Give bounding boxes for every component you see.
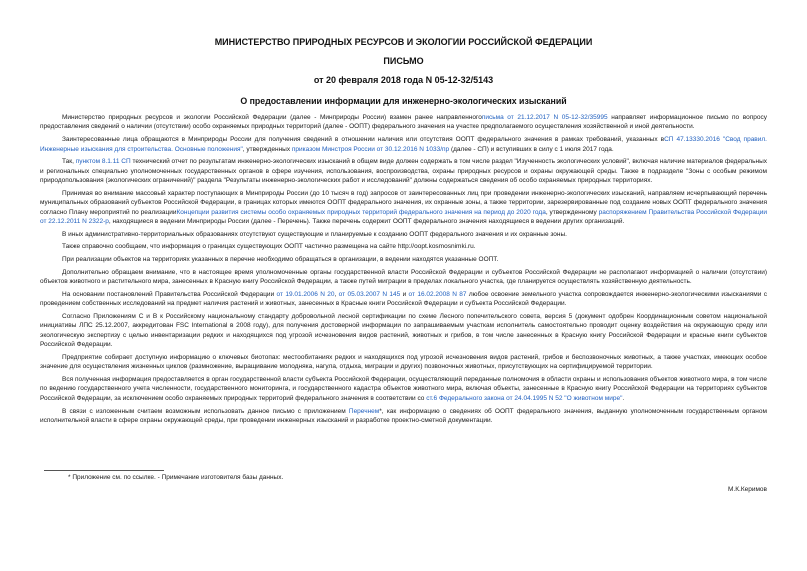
paragraph (40, 242, 767, 251)
paragraph-text: Дополнительно обращаем внимание, что в настоящее время уполномоченные органы государственной власти Российской Федерации и субъектов Российской Федерации не располагают информацией о наличии (отсутствии) объектов животного и растительного мира, занесенных в Красную книгу Российской Федерации, а также путей миграции в пределах локального участка, где планируется осуществлять хозяйственную деятельность. (40, 268, 767, 286)
paragraph (40, 157, 767, 185)
document-type: ПИСЬМО (383, 56, 424, 66)
paragraph (40, 255, 767, 264)
paragraph-text: (далее - СП) и вступивших в силу с 1 июля 2017 года. (449, 145, 614, 153)
document-link[interactable]: распоряжением Правительства Российской Федерации от 22.12.2011 N 2322-р (40, 208, 767, 225)
paragraph (40, 407, 767, 426)
paragraph (40, 353, 767, 372)
footnote: * Приложение см. по ссылке. - Примечание изготовителя базы данных. (68, 474, 284, 481)
footnote-divider (44, 470, 164, 471)
paragraph-text: , утвержденному (545, 208, 599, 216)
paragraph (40, 268, 767, 287)
paragraph (40, 290, 767, 309)
paragraph-text: , утвержденных (242, 145, 292, 153)
paragraph (40, 113, 767, 132)
paragraph-text: На основании постановлений Правительства Российской Федерации (62, 290, 277, 298)
paragraph-text: Заинтересованные лица обращаются в Минприроды России для получения сведений в отношении наличия или отсутствия ООПТ федерального значения в рамках требований, указанных в (62, 136, 665, 144)
document-subject: О предоставлении информации для инженерно-экологических изысканий (240, 96, 567, 106)
paragraph-text: технический отчет по результатам инженерно-экологических изысканий в общем виде должен содержать в том числе раздел "Изученность экологических условий", включая наличие материалов федеральных и региональных специально уполномоченных государственных органов в сфере изучения, использования, воспроизводства, охраны природных ресурсов и охраны окружающей среды. Также в подразделе "Зоны с особым режимом природопользования (экологических ограничений)" раздела "Результаты инженерно-экологических работ и исследований" должны содержаться сведения об особо охраняемых природных территориях. (40, 158, 767, 185)
paragraph-text: любое освоение земельного участка сопровождается инженерно-экологическими изысканиями с проведением собственных исследований на предмет наличия растений и животных, занесенных в Красные книги Российской Федерации и субъекта Российской Федерации. (40, 290, 767, 308)
ministry-name: МИНИСТЕРСТВО ПРИРОДНЫХ РЕСУРСОВ И ЭКОЛОГИИ РОССИЙСКОЙ ФЕДЕРАЦИИ (214, 37, 593, 47)
paragraph-text: , (334, 290, 339, 298)
paragraph-text: При реализации объектов на территориях указанных в перечне необходимо обращаться в организации, в ведении находятся указанные ООПТ. (62, 256, 499, 264)
paragraph-text: и (400, 290, 409, 298)
paragraph-text: Принимая во внимание массовый характер поступающих в Минприроды России (до 10 тысяч в год) запросов от заинтересованных лиц при проведении инженерно-экологических изысканий, направляем исчерпывающий перечень муниципальных образований субъектов Российской Федерации, в границах которых имеются ООПТ федерального значения, их охранные зоны, а также территории, зарезервированные под создание новых ООПТ федерального значения согласно Плану мероприятий по реализации (40, 189, 767, 216)
paragraph-text: Вся полученная информация предоставляется в орган государственной власти субъекта Российской Федерации, осуществляющий переданные полномочия в области охраны и использования объектов животного мира, в том числе по ведению государственного учета численности, государственного мониторинга, и государственного кадастра объектов животного мира, включая объекты, занесенные в Красную книгу Российской Федерации на территориях субъектов Российской Федерации, за исключением особо охраняемых природных территорий федерального значения в соответствии со (40, 376, 767, 402)
paragraph-text: В связи с изложенным считаем возможным использовать данное письмо с приложением (62, 407, 349, 415)
document-link[interactable]: Перечнем (348, 407, 380, 415)
paragraph-text: направляет информационное письмо по вопросу предоставления сведений о наличии (отсутствии) особо охраняемых природных территорий (далее - ООПТ) федерального значения на участке предполагаемого осуществления хозяйственной и иной деятельности. (40, 114, 767, 131)
paragraph-text: Министерство природных ресурсов и экологии Российской Федерации (далее - Минприроды России) взамен ранее направленного (62, 114, 482, 121)
paragraph-text: В иных административно-территориальных образованиях отсутствуют существующие и планируемые к созданию ООПТ федерального значения и их охранные зоны. (62, 230, 567, 238)
paragraph-text: *, как информацию о сведениях об ООПТ федерального значения, выданную уполномоченным государственным органом исполнительной власти в сфере охраны окружающей среды, при проведении инженерных изысканий и разработке проектно-сметной документации. (40, 407, 767, 424)
signature: М.К.Керимов (728, 486, 767, 493)
document-link[interactable]: приказом Минстроя России от 30.12.2016 N 1033/пр (291, 145, 450, 153)
paragraph (40, 135, 767, 154)
letter-body (40, 113, 767, 429)
document-link[interactable]: СП 47.13330.2016 "Свод правил. Инженерные изыскания для строительства. Основные положения" (40, 136, 767, 153)
document-link[interactable]: Концепции развития системы особо охраняемых природных территорий федерального значения на период до 2020 года (176, 208, 546, 216)
paragraph-text: , находящиеся в ведении Минприроды России (далее - Перечень). Также перечень содержит ООПТ федерального значения находящиеся в ведении других организаций. (108, 217, 625, 225)
paragraph-text: Предприятие собирает доступную информацию о ключевых биотопах: местообитаниях редких и находящихся под угрозой исчезновения видов растений, грибов и беспозвоночных животных, а также участках, имеющих особое значение для осуществления жизненных циклов (размножение, выращивание молодняка, нагула, отдыха, миграции и других) позвоночных животных, присутствующих на сертифицируемой территории. (40, 353, 767, 371)
document-link[interactable]: пунктом 8.1.11 СП (75, 158, 131, 166)
paragraph (40, 189, 767, 227)
document-link[interactable]: от 05.03.2007 N 145 (338, 290, 401, 298)
paragraph (40, 375, 767, 403)
document-link[interactable]: от 16.02.2008 N 87 (408, 290, 467, 298)
paragraph-text: . (622, 394, 625, 402)
paragraph-text: Так, (62, 158, 76, 166)
document-link[interactable]: ст.6 Федерального закона от 24.04.1995 N 52 "О животном мире" (426, 394, 623, 402)
paragraph (40, 312, 767, 350)
paragraph-text: Согласно Приложениям С и В к Российскому национальному стандарту добровольной лесной сертификации по схеме Лесного попечительского совета, версия 5 (документ одобрен Координационным советом национальной инициативы ЛПС 25.12.2007, аккредитован FSC International в 2008 году), для получения достоверной информации по запрашиваемым участкам исполнитель самостоятельно проводит оценку воздействия на окружающую среду или экологическую экспертизу с целью инвентаризации редких и находящихся под угрозой исчезновения видов растений, животных и грибов, в том числе занесенных в Красную книгу Российской Федерации и красные книги субъектов Российской Федерации. (40, 312, 767, 349)
document-date-number: от 20 февраля 2018 года N 05-12-32/5143 (313, 75, 494, 85)
document-link[interactable]: от 19.01.2006 N 20 (276, 290, 335, 298)
paragraph-text: Также справочно сообщаем, что информация о границах существующих ООПТ частично размещена на сайте http://oopt.kosmosnimki.ru. (62, 243, 476, 251)
paragraph (40, 230, 767, 239)
document-link[interactable]: письма от 21.12.2017 N 05-12-32/35995 (481, 114, 608, 121)
